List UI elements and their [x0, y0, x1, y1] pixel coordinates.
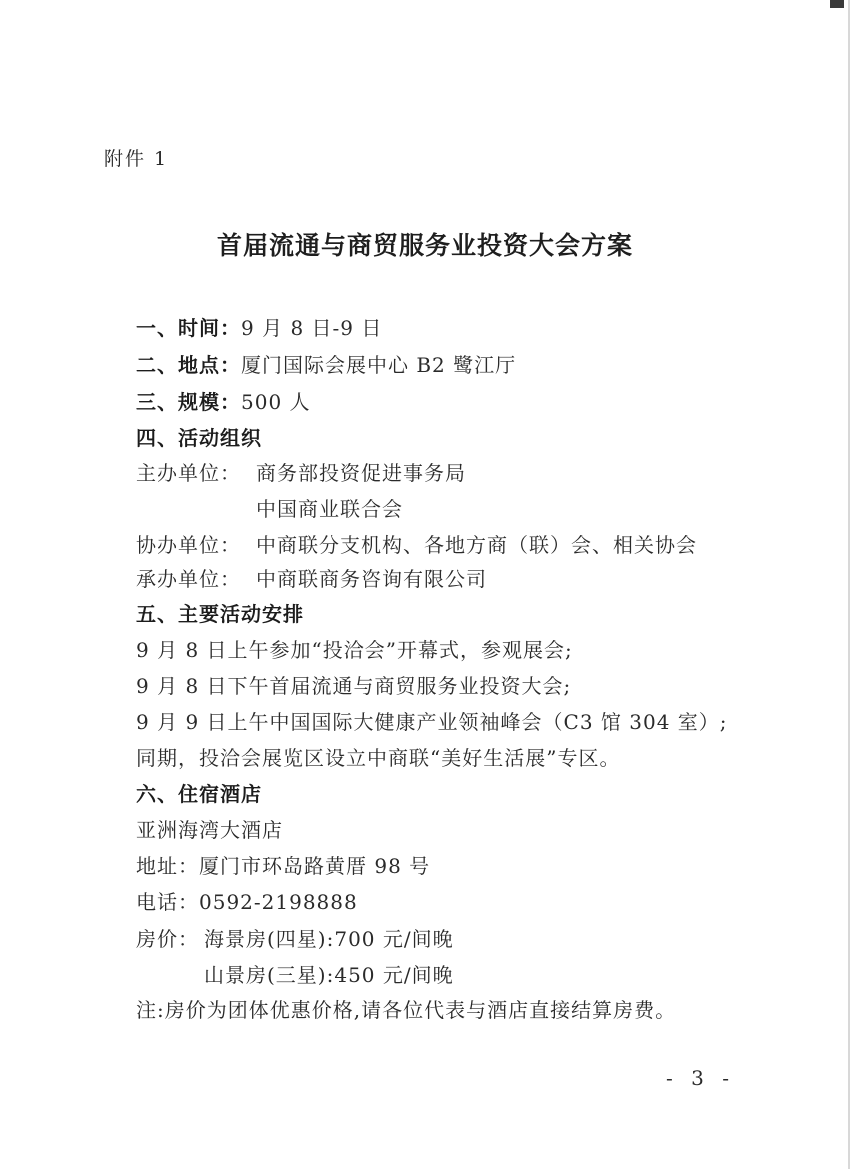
- section-location: [136, 352, 516, 378]
- host-1: 商务部投资促进事务局: [256, 461, 466, 485]
- undertaker-label: 承办单位：: [136, 567, 241, 591]
- section-hotel-heading: 六、住宿酒店: [136, 782, 262, 806]
- section-scale-heading: 三、规模：: [136, 390, 241, 414]
- page-number: - 3 -: [666, 1066, 735, 1090]
- undertaker-value: 中商联商务咨询有限公司: [256, 567, 487, 591]
- section-activities-heading: 五、主要活动安排: [136, 602, 304, 626]
- hotel-address: 地址：厦门市环岛路黄厝 98 号: [136, 854, 431, 878]
- section-time-heading: 一、时间：: [136, 316, 241, 340]
- activity-item: 9 月 9 日上午中国国际大健康产业领袖峰会（C3 馆 304 室）;: [136, 710, 728, 734]
- section-scale: [136, 389, 311, 415]
- activity-item: 9 月 8 日上午参加“投洽会”开幕式，参观展会;: [136, 638, 573, 662]
- attachment-label: 附件 1: [104, 148, 169, 170]
- section-time-value: 9 月 8 日-9 日: [241, 316, 383, 340]
- hotel-name: 亚洲海湾大酒店: [136, 818, 283, 842]
- document-title: 首届流通与商贸服务业投资大会方案: [216, 231, 633, 260]
- scan-corner-mark: [830, 0, 844, 8]
- hotel-price-mountain-view: 山景房(三星):450 元/间晚: [204, 963, 454, 987]
- hotel-price-sea-view: 海景房(四星):700 元/间晚: [204, 927, 454, 951]
- section-location-heading: 二、地点：: [136, 353, 241, 377]
- activity-item: 9 月 8 日下午首届流通与商贸服务业投资大会;: [136, 674, 572, 698]
- host-label: 主办单位：: [136, 461, 241, 485]
- section-location-value: 厦门国际会展中心 B2 鹭江厅: [241, 353, 517, 377]
- co-organizer-value: 中商联分支机构、各地方商（联）会、相关协会: [256, 533, 697, 557]
- section-scale-value: 500 人: [241, 390, 311, 414]
- section-organization-heading: 四、活动组织: [136, 426, 262, 450]
- hotel-phone: 电话：0592-2198888: [136, 890, 358, 914]
- hotel-price-label: 房价：: [136, 927, 199, 951]
- activity-item: 同期，投洽会展览区设立中商联“美好生活展”专区。: [136, 746, 621, 770]
- hotel-price-note: 注:房价为团体优惠价格,请各位代表与酒店直接结算房费。: [136, 998, 677, 1022]
- section-time: [136, 315, 382, 341]
- co-organizer-label: 协办单位：: [136, 533, 241, 557]
- host-2: 中国商业联合会: [256, 497, 403, 521]
